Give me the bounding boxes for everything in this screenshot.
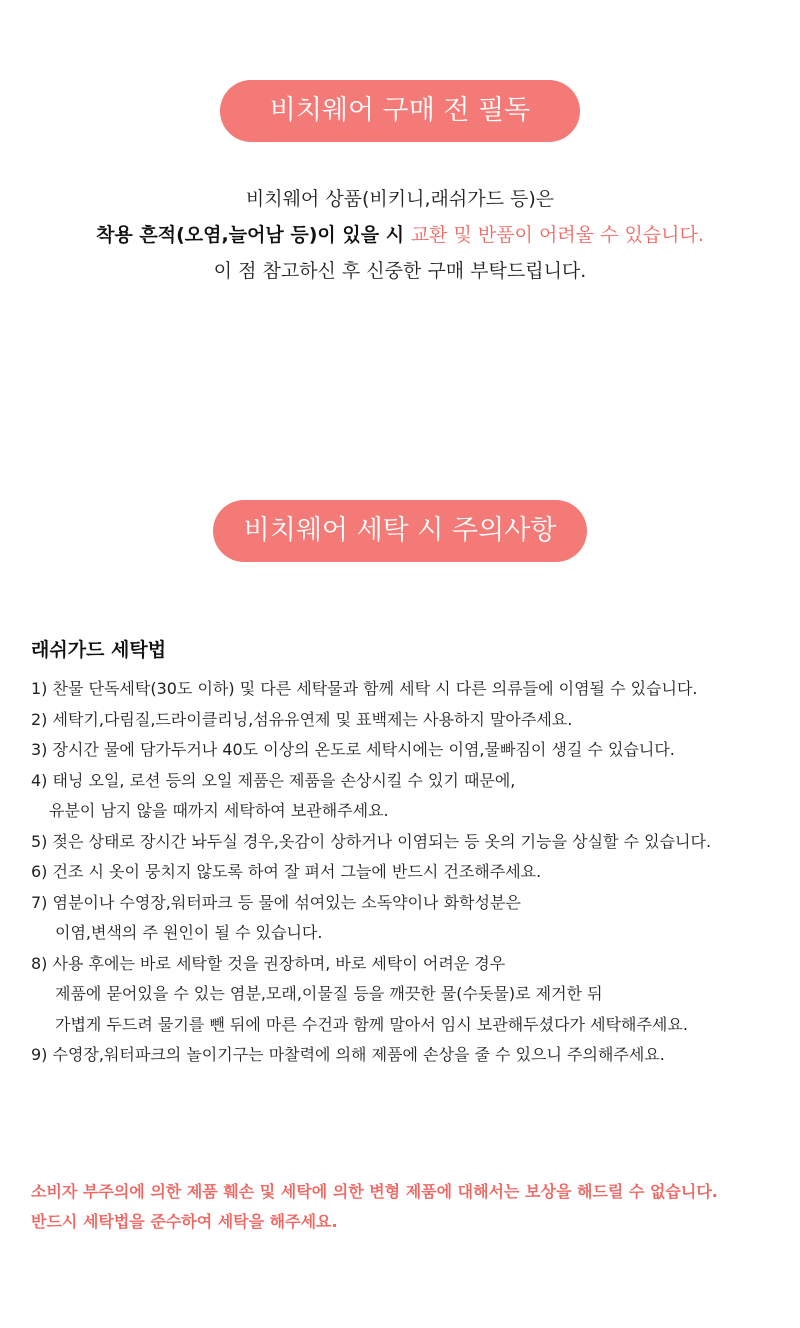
care-heading: 래쉬가드 세탁법 <box>31 639 167 661</box>
care-item-line: 유분이 남지 않을 때까지 세탁하여 보관해주세요. <box>49 801 389 820</box>
care-item-line: 7) 염분이나 수영장,워터파크 등 물에 섞여있는 소독약이나 화학성분은 <box>31 892 521 912</box>
care-item-line: 8) 사용 후에는 바로 세탁할 것을 권장하며, 바로 세탁이 어려운 경우 <box>31 953 506 973</box>
care-item-1 <box>31 674 791 705</box>
liability-notice <box>31 1177 791 1237</box>
care-item-6 <box>31 857 791 888</box>
care-item-line: 이염,변색의 주 원인이 될 수 있습니다. <box>55 923 323 942</box>
care-item-9 <box>31 1040 791 1071</box>
care-item-5 <box>31 827 791 858</box>
care-item-2 <box>31 705 791 736</box>
care-item-line: 3) 장시간 물에 담가두거나 40도 이상의 온도로 세탁시에는 이염,물빠짐이 생길 수 있습니다. <box>31 740 675 759</box>
purchase-notice-text <box>0 181 800 289</box>
care-list <box>31 674 791 1071</box>
care-item-7 <box>31 888 791 949</box>
section-title-washing-notice: 비치웨어 세탁 시 주의사항 <box>213 500 587 562</box>
intro-line-1: 비치웨어 상품(비키니,래쉬가드 등)은 <box>245 188 555 210</box>
care-instructions <box>31 632 791 1071</box>
intro-line-3: 이 점 참고하신 후 신중한 구매 부탁드립니다. <box>213 260 587 282</box>
care-item-line: 제품에 묻어있을 수 있는 염분,모래,이물질 등을 깨끗한 물(수돗물)로 제거한 뒤 <box>55 984 603 1003</box>
care-item-line: 5) 젖은 상태로 장시간 놔두실 경우,옷감이 상하거나 이염되는 등 옷의 기능을 상실할 수 있습니다. <box>31 831 712 851</box>
section-title-purchase-notice: 비치웨어 구매 전 필독 <box>220 80 580 142</box>
care-item-line: 2) 세탁기,다림질,드라이클리닝,섬유유연제 및 표백제는 사용하지 말아주세요. <box>31 709 573 729</box>
care-item-line: 9) 수영장,워터파크의 놀이기구는 마찰력에 의해 제품에 손상을 줄 수 있으니 주의해주세요. <box>31 1045 665 1064</box>
notice-line-1: 소비자 부주의에 의한 제품 훼손 및 세탁에 의한 변형 제품에 대해서는 보상을 해드릴 수 없습니다. <box>31 1182 718 1201</box>
intro-line-2 <box>0 217 800 253</box>
intro-line-2-highlight: 교환 및 반품이 어려울 수 있습니다. <box>410 224 704 246</box>
care-item-line: 6) 건조 시 옷이 뭉치지 않도록 하여 잘 펴서 그늘에 반드시 건조해주세요. <box>31 862 542 881</box>
care-item-line: 1) 찬물 단독세탁(30도 이하) 및 다른 세탁물과 함께 세탁 시 다른 의류들에 이염될 수 있습니다. <box>31 679 698 698</box>
care-item-3 <box>31 735 791 766</box>
care-item-line: 가볍게 두드려 물기를 뺀 뒤에 마른 수건과 함께 말아서 임시 보관해두셨다가 세탁해주세요. <box>55 1014 688 1034</box>
intro-line-2-bold: 착용 흔적(오염,늘어남 등)이 있을 시 <box>96 224 411 246</box>
care-item-4 <box>31 766 791 827</box>
care-item-line: 4) 태닝 오일, 로션 등의 오일 제품은 제품을 손상시킬 수 있기 때문에, <box>31 770 516 790</box>
care-item-8 <box>31 949 791 1041</box>
notice-line-2: 반드시 세탁법을 준수하여 세탁을 해주세요. <box>31 1212 338 1231</box>
